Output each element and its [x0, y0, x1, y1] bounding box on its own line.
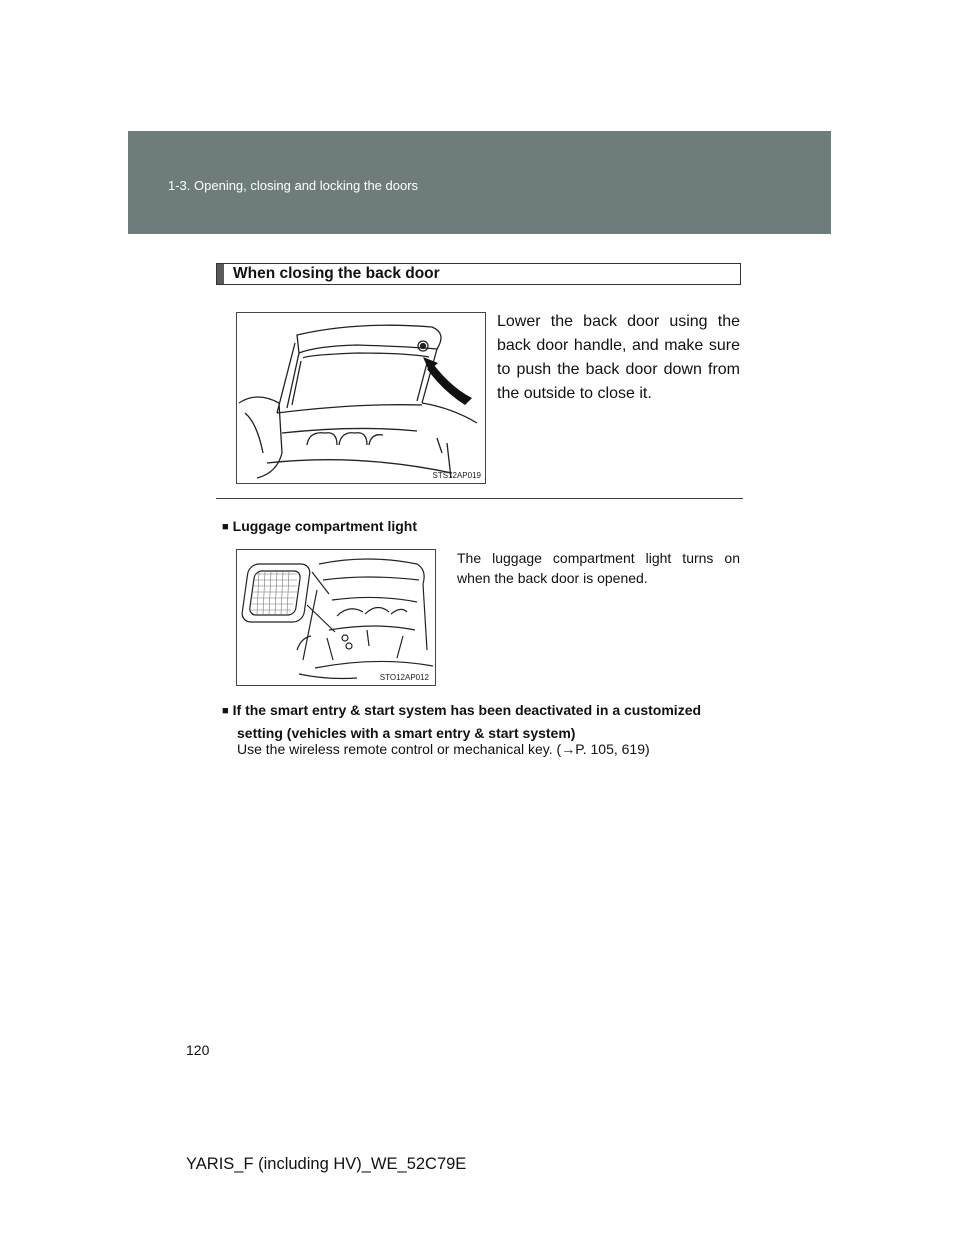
smart-entry-heading-line1: If the smart entry & start system has been deactivated in a customized [232, 702, 702, 718]
page-number: 120 [186, 1042, 210, 1058]
heading-marker [217, 264, 224, 284]
smart-entry-heading-line2: setting (vehicles with a smart entry & start system) [237, 725, 576, 741]
smart-entry-heading [222, 700, 742, 744]
bullet-square-icon: ■ [222, 705, 229, 717]
section-heading [216, 263, 741, 285]
figure-code: STS12AP019 [432, 471, 481, 480]
section-breadcrumb: 1-3. Opening, closing and locking the doors [168, 178, 419, 193]
section-heading-label: When closing the back door [233, 265, 440, 282]
bullet-square-icon: ■ [222, 521, 229, 533]
section-body: Lower the back door using the back door handle, and make sure to push the back door down from the outside to close it. [497, 313, 740, 402]
luggage-light-illustration [236, 549, 436, 686]
figure-code: STO12AP012 [379, 673, 429, 682]
smart-entry-body: Use the wireless remote control or mechanical key. (→P. 105, 619) [237, 741, 650, 757]
back-door-illustration [236, 312, 486, 484]
luggage-heading-label: Luggage compartment light [232, 518, 417, 534]
luggage-heading [222, 518, 417, 534]
divider [216, 498, 743, 499]
luggage-body: The luggage compartment light turns on when the back door is opened. [457, 550, 740, 586]
footer-doc-id: YARIS_F (including HV)_WE_52C79E [186, 1155, 467, 1173]
